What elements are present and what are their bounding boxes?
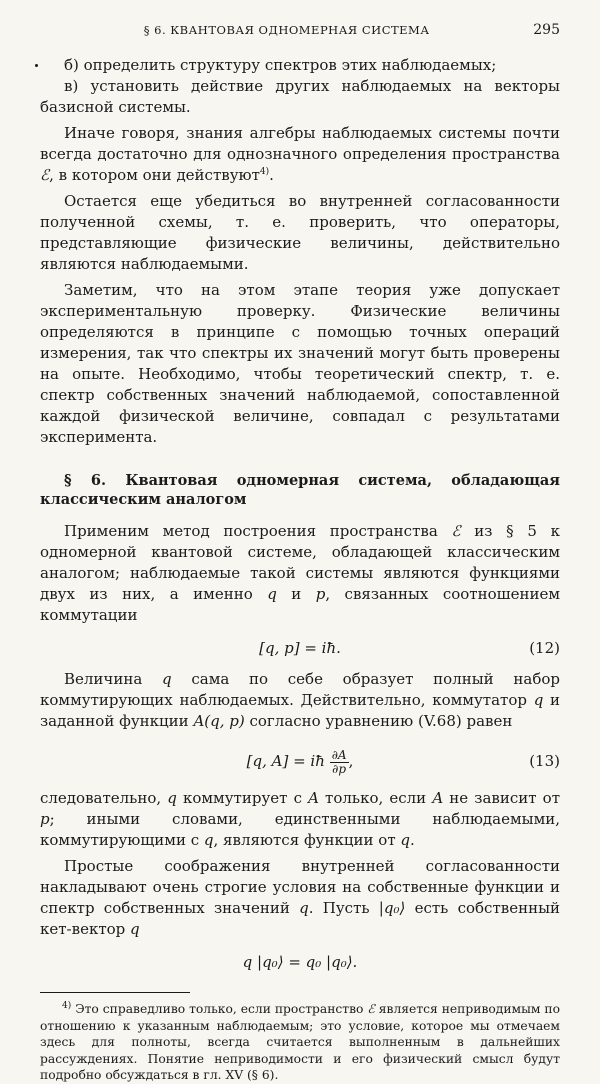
paragraph-experiment: Заметим, что на этом этапе теория уже допускает экспериментальную проверку. Физические величины определяются в принципе с помощью точных операций измерения, так что спектры их значений могут быть проверены на опыте. Необходимо, чтобы теоретический спектр, т. е. спектр собственных значений наблюдаемой, сопоставленной каждой физической величине, совпадал с результатами эксперимента. [40, 281, 560, 446]
paragraph-eigen: Простые соображения внутренней согласованности накладывают очень строгие условия на собственные функции и спектр собственных значений q. Пусть |q₀⟩ есть собственный кет-вектор q [40, 857, 561, 938]
equation-13: [q, A] = iħ $\frac{\partial A}{\partial p}$ , (13) [246, 747, 560, 776]
running-head: § 6. КВАНТОВАЯ ОДНОМЕРНАЯ СИСТЕМА [143, 23, 430, 37]
footnote: $^{4)}$ Это справедливо только, если пространство ℰ является неприводимым по отношению к указанным наблюдаемым; это условие, которое мы отмечаем здесь для полноты, всегда считается выполненным в дальнейших рассуждениях. Понятие неприводимости и его физический смысл будут подробно обсуждаться в гл. XV (§ 6). [40, 1000, 560, 1082]
footnote-rule [40, 992, 190, 993]
page-body [40, 55, 560, 1084]
page-number: 295 [533, 22, 560, 38]
script-e-symbol: ℰ [40, 166, 50, 184]
equation-number: (12) [529, 639, 560, 657]
paragraph-q-complete-set: Величина q сама по себе образует полный набор коммутирующих наблюдаемых. Действительно, коммутатор q и заданной функции A(q, p) согласно уравнению (V.68) равен [40, 670, 561, 730]
section-title: § 6. Квантовая одномерная система, обладающая классическим аналогом [40, 472, 560, 508]
footnote-ref: 4) [259, 167, 270, 177]
print-speck [35, 64, 38, 67]
equation-eigen: q |q₀⟩ = q₀ |q₀⟩. [242, 953, 358, 971]
list-item-b: б) определить структуру спектров этих наблюдаемых; [64, 56, 497, 74]
partial-fraction: $\frac{\partial A}{\partial p}$ [331, 747, 347, 776]
equation-12: [q, p] = iħ. (12) [40, 636, 560, 660]
paragraph-consistency: Остается еще убедиться во внутренней согласованности полученной схемы, т. е. проверить, что операторы, представляющие физические величины, действительно являются наблюдаемыми. [40, 192, 560, 273]
paragraph-algebra: Иначе говоря, знания алгебры наблюдаемых системы почти всегда достаточно для однозначного определения пространства ℰ, в котором они действуют$^{4)}$. [40, 124, 560, 184]
page-header [40, 22, 560, 38]
paragraph-method: Применим метод построения пространства ℰ из § 5 к одномерной квантовой системе, обладающей классическим аналогом; наблюдаемые такой системы являются функциями двух из них, а именно q и p, связанных соотношением коммутации [40, 522, 560, 624]
paragraph-consequently: следовательно, q коммутирует с A только, если A не зависит от p; иными словами, единственными наблюдаемыми, коммутирующими с q, являются функции от q. [40, 789, 560, 849]
list-item-v: в) установить действие других наблюдаемых на векторы базисной системы. [40, 77, 560, 116]
equation-number: (13) [529, 752, 560, 770]
